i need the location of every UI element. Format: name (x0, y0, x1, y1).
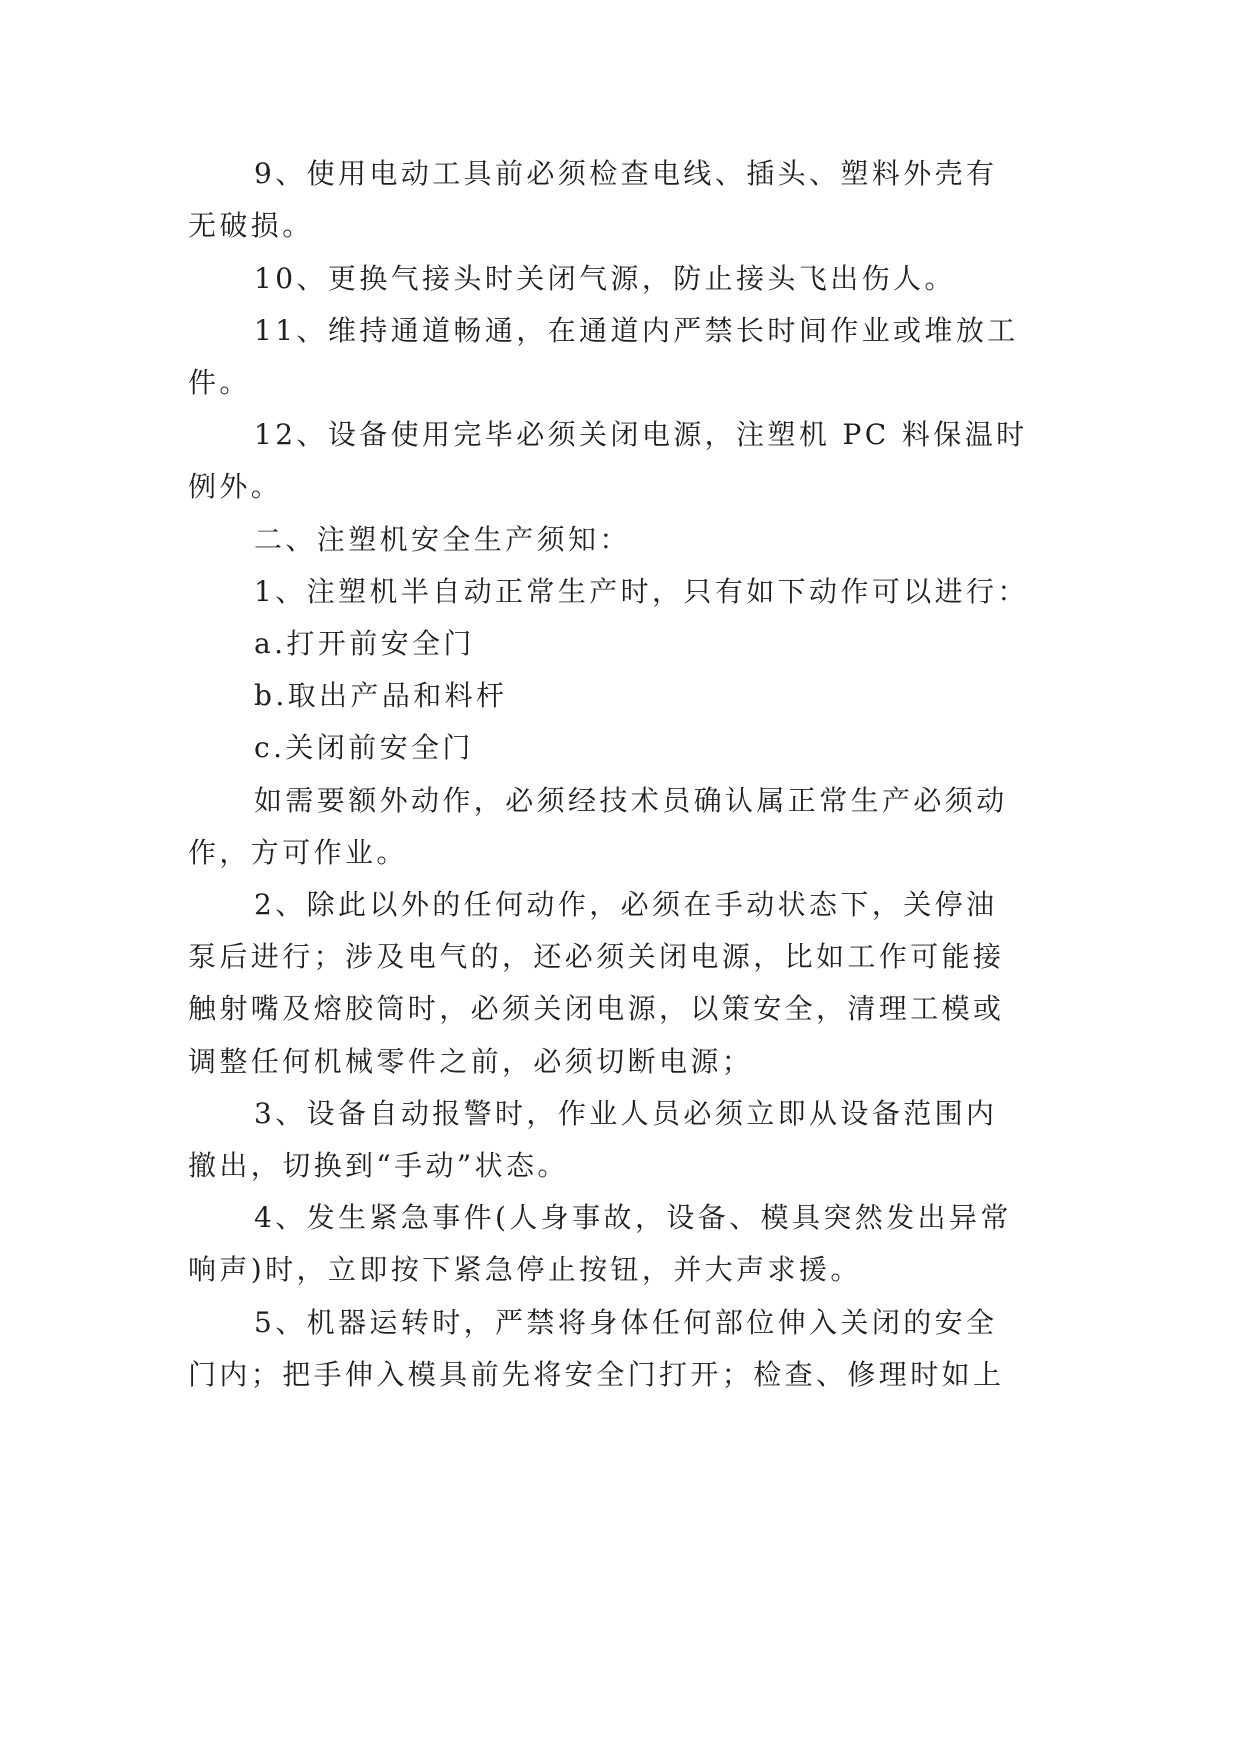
rule-1-item-a: a.打开前安全门 (254, 627, 475, 660)
section-heading-2: 二、注塑机安全生产须知： (254, 523, 631, 556)
paragraph-12-line-1: 12、设备使用完毕必须关闭电源，注塑机 PC 料保温时 (254, 418, 1028, 451)
rule-4-line-1: 4、发生紧急事件(人身事故，设备、模具突然发出异常 (254, 1201, 1012, 1234)
rule-2-line-2: 泵后进行；涉及电气的，还必须关闭电源，比如工作可能接 (188, 940, 1005, 973)
paragraph-11-line-2: 件。 (188, 366, 251, 399)
paragraph-11-line-1: 11、维持通道畅通，在通道内严禁长时间作业或堆放工 (254, 314, 1019, 347)
paragraph-9-line-1: 9、使用电动工具前必须检查电线、插头、塑料外壳有 (254, 157, 998, 190)
rule-2-line-1: 2、除此以外的任何动作，必须在手动状态下，关停油 (254, 888, 998, 921)
paragraph-10-line-1: 10、更换气接头时关闭气源，防止接头飞出伤人。 (254, 262, 956, 295)
paragraph-9-line-2: 无破损。 (188, 209, 314, 242)
rule-2-line-3: 触射嘴及熔胶筒时，必须关闭电源，以策安全，清理工模或 (188, 992, 1005, 1025)
rule-2-line-4: 调整任何机械零件之前，必须切断电源； (188, 1045, 754, 1078)
rule-5-line-1: 5、机器运转时，严禁将身体任何部位伸入关闭的安全 (254, 1306, 998, 1339)
rule-3-line-2: 撤出，切换到“手动”状态。 (188, 1149, 569, 1182)
rule-4-line-2: 响声)时，立即按下紧急停止按钮，并大声求援。 (188, 1253, 862, 1286)
rule-1-item-c: c.关闭前安全门 (254, 731, 474, 764)
rule-1-line-1: 1、注塑机半自动正常生产时，只有如下动作可以进行： (254, 575, 1029, 608)
rule-1-item-b: b.取出产品和料杆 (254, 679, 508, 712)
rule-1-note-line-2: 作，方可作业。 (188, 836, 408, 869)
paragraph-12-line-2: 例外。 (188, 470, 283, 503)
rule-5-line-2: 门内；把手伸入模具前先将安全门打开；检查、修理时如上 (188, 1358, 1005, 1391)
rule-3-line-1: 3、设备自动报警时，作业人员必须立即从设备范围内 (254, 1097, 998, 1130)
rule-1-note-line-1: 如需要额外动作，必须经技术员确认属正常生产必须动 (254, 784, 1008, 817)
